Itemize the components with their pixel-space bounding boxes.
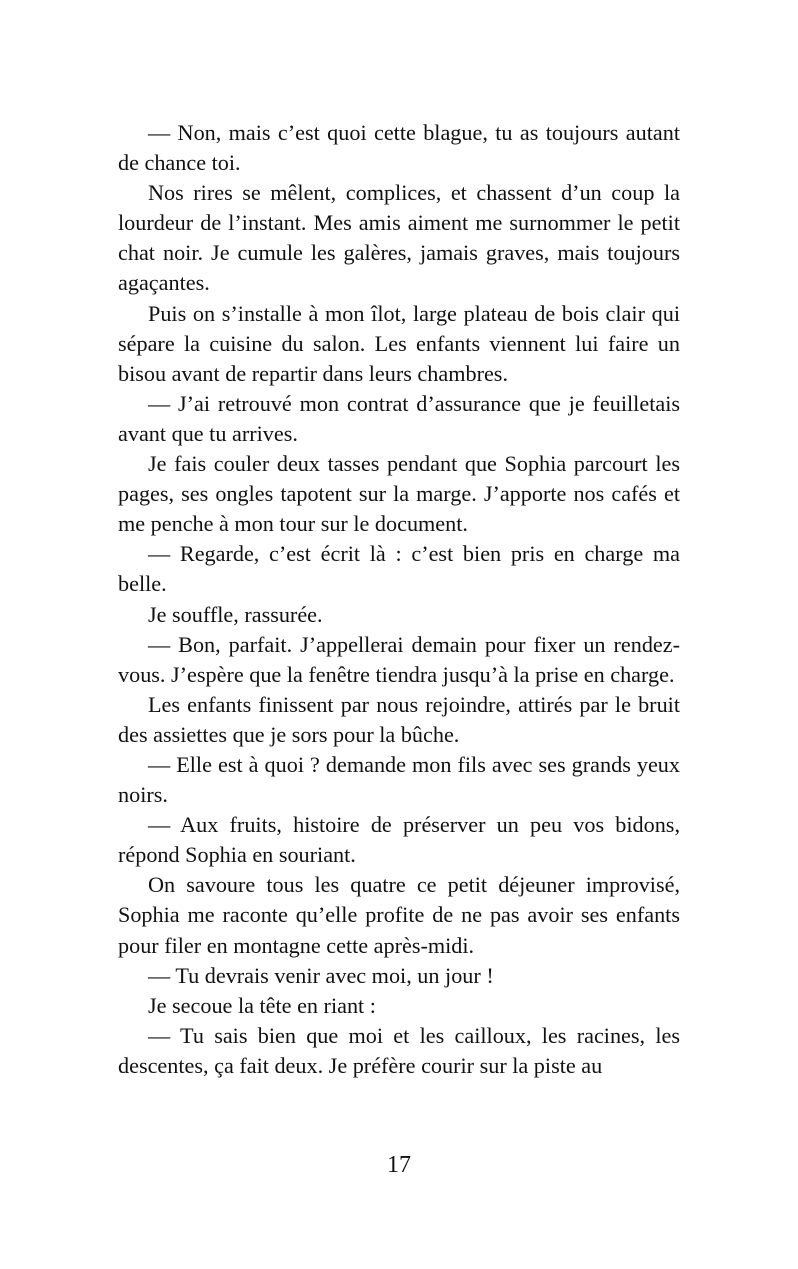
body-text: [118, 118, 680, 1081]
paragraph: — Aux fruits, histoire de préserver un peu vos bidons, répond Sophia en souriant.: [118, 812, 680, 868]
paragraph: Nos rires se mêlent, complices, et chassent d’un coup la lourdeur de l’instant. Mes amis aiment me surnommer le petit chat noir. Je cumule les galères, jamais graves, mais toujours agaçantes.: [118, 180, 680, 296]
paragraph: Je secoue la tête en riant :: [148, 992, 376, 1018]
page-number: 17: [387, 1152, 411, 1178]
paragraph: — J’ai retrouvé mon contrat d’assurance que je feuilletais avant que tu arrives.: [118, 390, 680, 446]
paragraph: — Regarde, c’est écrit là : c’est bien pris en charge ma belle.: [118, 541, 680, 597]
paragraph: Je fais couler deux tasses pendant que Sophia parcourt les pages, ses ongles tapotent sur la marge. J’apporte nos cafés et me penche à mon tour sur le document.: [118, 451, 680, 537]
paragraph: — Bon, parfait. J’appellerai demain pour fixer un rendez-vous. J’espère que la fenêtre tiendra jusqu’à la prise en charge.: [118, 631, 680, 687]
paragraph: Puis on s’installe à mon îlot, large plateau de bois clair qui sépare la cuisine du salon. Les enfants viennent lui faire un bisou avant de repartir dans leurs chambres.: [118, 300, 680, 386]
paragraph: — Elle est à quoi ? demande mon fils avec ses grands yeux noirs.: [118, 751, 680, 808]
paragraph: Les enfants finissent par nous rejoindre, attirés par le bruit des assiettes que je sors pour la bûche.: [118, 691, 680, 747]
paragraph: — Tu devrais venir avec moi, un jour !: [148, 962, 494, 988]
paragraph: On savoure tous les quatre ce petit déjeuner improvisé, Sophia me raconte qu’elle profite de ne pas avoir ses enfants pour filer en montagne cette après-midi.: [118, 872, 680, 958]
paragraph: Je souffle, rassurée.: [148, 601, 323, 627]
paragraph: — Tu sais bien que moi et les cailloux, les racines, les descentes, ça fait deux. Je préfère courir sur la piste au: [118, 1022, 680, 1078]
paragraph: — Non, mais c’est quoi cette blague, tu as toujours autant de chance toi.: [118, 120, 680, 176]
